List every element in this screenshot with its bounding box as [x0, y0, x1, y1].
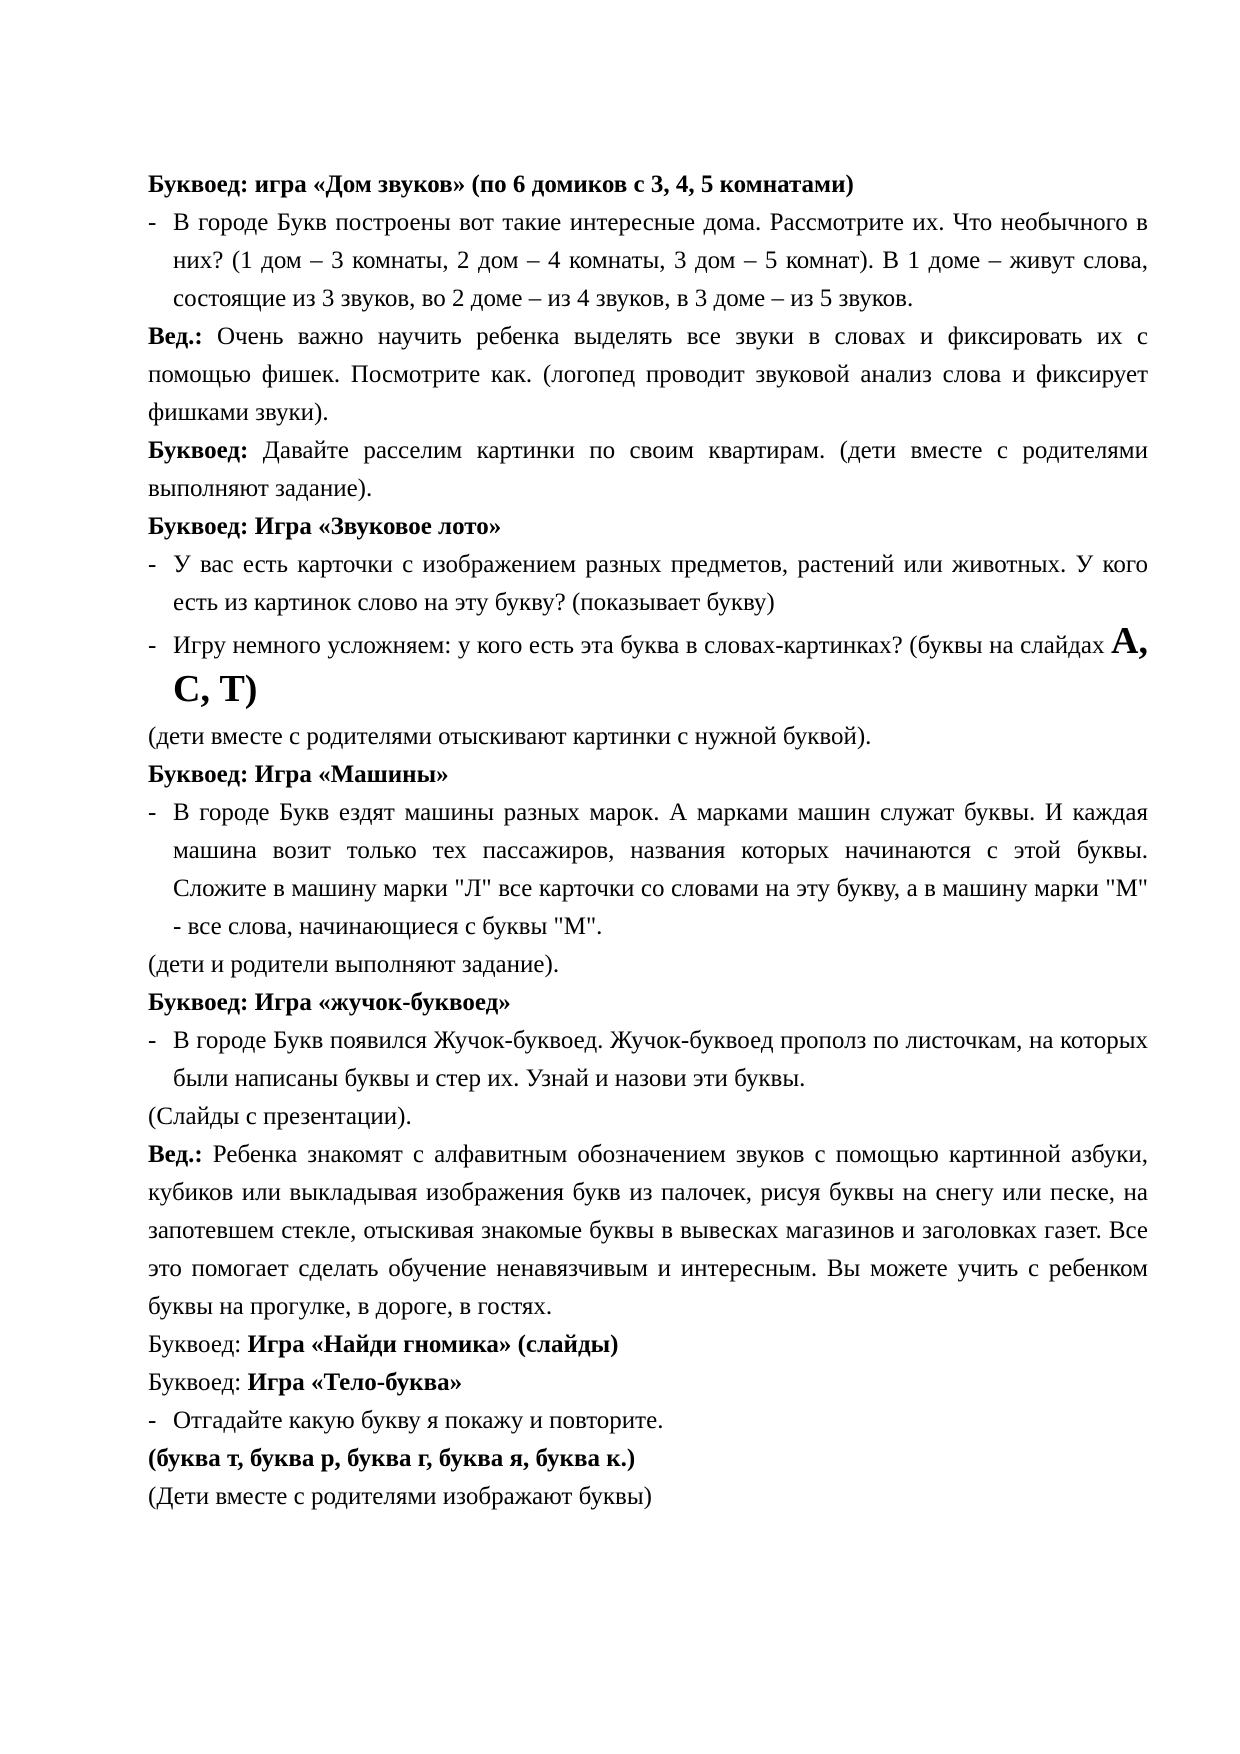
- paragraph-ved-1: [148, 318, 1148, 432]
- paragraph-text: Давайте расселим картинки по своим квартирам. (дети вместе с родителями выполняют задание).: [148, 437, 1148, 502]
- heading-prefix: Буквоед:: [148, 1369, 248, 1396]
- list-item-text: У вас есть карточки с изображением разных предметов, растений или животных. У кого есть из картинок слово на эту букву? (показывает букву): [173, 551, 1148, 616]
- list-item: [148, 1402, 1148, 1440]
- section-heading-telo-bukva: [148, 1364, 1148, 1402]
- heading-prefix: Буквоед:: [148, 1331, 248, 1358]
- list-dash: -: [148, 632, 157, 659]
- note-text: (дети и родители выполняют задание).: [148, 951, 560, 978]
- paragraph-ved-2: [148, 1136, 1148, 1326]
- list-item-text: Игру немного усложняем: у кого есть эта буква в словах-картинках? (буквы на слайдах: [173, 632, 1112, 659]
- note-text: (Дети вместе с родителями изображают буквы): [148, 1483, 652, 1510]
- list-item: [148, 204, 1148, 318]
- paragraph-bukvoed-1: [148, 432, 1148, 508]
- list-dash: -: [148, 551, 157, 578]
- large-letters: А, С, Т): [173, 620, 1148, 710]
- list-item: [148, 794, 1148, 946]
- speaker-label: Буквоед:: [148, 437, 249, 464]
- letters-list: (буква т, буква р, буква г, буква я, буква к.): [148, 1445, 636, 1472]
- list-item-text: В городе Букв построены вот такие интересные дома. Рассмотрите их. Что необычного в них? (1 дом – 3 комнаты, 2 дом – 4 комнаты, 3 дом – 5 комнат). В 1 доме – живут слова, состоящие из 3 звуков, во 2 доме – из 4 звуков, в 3 доме – из 5 звуков.: [173, 209, 1148, 312]
- note-text: (Слайды с презентации).: [148, 1103, 412, 1130]
- list-dash: -: [148, 799, 157, 826]
- list-item-text: В городе Букв ездят машины разных марок. А марками машин служат буквы. И каждая машина возит только тех пассажиров, названия которых начинаются с этой буквы. Сложите в машину марки "Л" все карточки со словами на эту букву, а в машину марки "М" - все слова, начинающиеся с буквы "М".: [173, 799, 1148, 940]
- list-dash: -: [148, 209, 157, 236]
- section-heading-naydi-gnomika: [148, 1326, 1148, 1364]
- section-heading-zhuchok-bukvoed: Буквоед: Игра «жучок-буквоед»: [148, 989, 511, 1016]
- speaker-label: Вед.:: [148, 323, 203, 350]
- list-item: [148, 546, 1148, 622]
- paragraph-text: Ребенка знакомят с алфавитным обозначением звуков с помощью картинной азбуки, кубиков или выкладывая изображения букв из палочек, рисуя буквы на снегу или песке, на запотевшем стекле, отыскивая знакомые буквы в вывесках магазинов и заголовках газет. Все это помогает сделать обучение ненавязчивым и интересным. Вы можете учить с ребенком буквы на прогулке, в дороге, в гостях.: [148, 1141, 1148, 1320]
- speaker-label: Вед.:: [148, 1141, 203, 1168]
- section-heading-zvukovoe-loto: Буквоед: Игра «Звуковое лото»: [148, 513, 502, 540]
- list-dash: -: [148, 1407, 157, 1434]
- heading-title: Игра «Найди гномика» (слайды): [247, 1331, 619, 1358]
- section-heading-dom-zvukov: Буквоед: игра «Дом звуков» (по 6 домиков с 3, 4, 5 комнатами): [148, 171, 854, 198]
- list-item: [148, 622, 1148, 718]
- list-item-text: Отгадайте какую букву я покажу и повторите.: [173, 1407, 664, 1434]
- list-item-text: В городе Букв появился Жучок-буквоед. Жучок-буквоед прополз по листочкам, на которых были написаны буквы и стер их. Узнай и назови эти буквы.: [173, 1027, 1148, 1092]
- note-text: (дети вместе с родителями отыскивают картинки с нужной буквой).: [148, 723, 872, 750]
- paragraph-text: Очень важно научить ребенка выделять все звуки в словах и фиксировать их с помощью фишек. Посмотрите как. (логопед проводит звуковой анализ слова и фиксирует фишками звуки).: [148, 323, 1148, 426]
- heading-title: Игра «Тело-буква»: [247, 1369, 463, 1396]
- section-heading-mashiny: Буквоед: Игра «Машины»: [148, 761, 449, 788]
- document-content: [148, 166, 1148, 1516]
- list-item: [148, 1022, 1148, 1098]
- list-dash: -: [148, 1027, 157, 1054]
